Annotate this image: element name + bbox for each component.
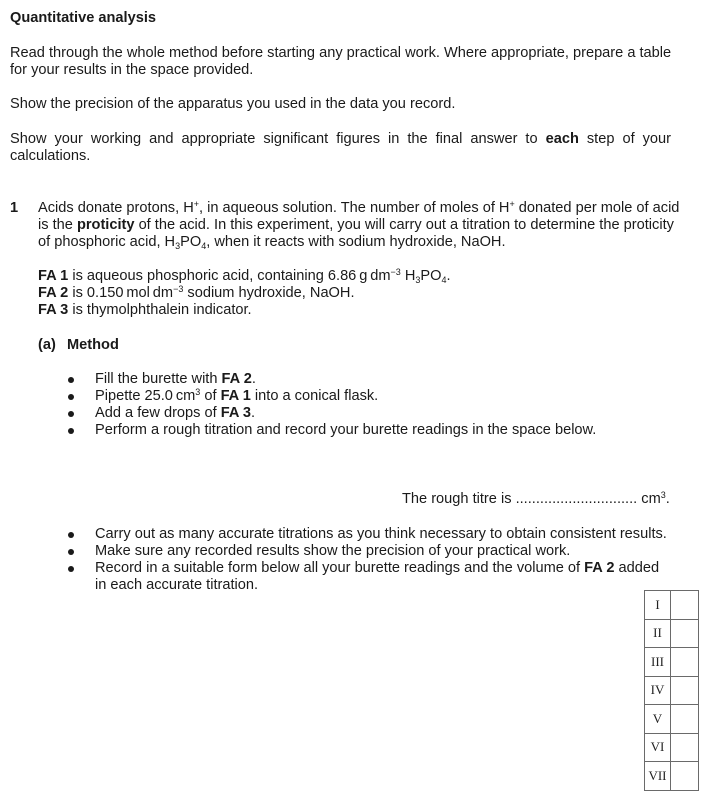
rough-titre-blank[interactable]: .............................. bbox=[515, 491, 638, 507]
bullet-icon bbox=[68, 394, 74, 400]
mark-cell[interactable] bbox=[671, 648, 699, 677]
part-a-title: Method bbox=[67, 337, 119, 353]
row-label: V bbox=[645, 705, 671, 734]
solution-fa2: FA 2 is 0.150 mol $dm^{-3}$ sodium hydroxide, NaOH. bbox=[38, 284, 355, 301]
method-step: Add a few drops of FA 3. bbox=[95, 405, 256, 421]
mark-cell[interactable] bbox=[671, 733, 699, 762]
table-row bbox=[645, 648, 699, 677]
bullet-icon bbox=[68, 377, 74, 383]
table-row bbox=[645, 591, 699, 620]
row-label: II bbox=[645, 619, 671, 648]
bullet-icon bbox=[68, 549, 74, 555]
bullet-icon bbox=[68, 532, 74, 538]
bullet-icon bbox=[68, 428, 74, 434]
mark-cell[interactable] bbox=[671, 705, 699, 734]
table-row bbox=[645, 705, 699, 734]
method-step: Record in a suitable form below all your burette readings and the volume of FA 2 added bbox=[95, 560, 660, 576]
question-text: Acids donate protons, H+, in aqueous solution. The number of moles of H+ donated per mole of acid bbox=[38, 199, 680, 216]
method-step: Fill the burette with FA 2. bbox=[95, 371, 256, 387]
section-heading: Quantitative analysis bbox=[10, 10, 156, 26]
rough-titre-label: The rough titre is bbox=[402, 491, 512, 507]
instruction-line: for your results in the space provided. bbox=[10, 62, 254, 78]
instruction-line: Read through the whole method before starting any practical work. Where appropriate, prepare a table bbox=[10, 45, 672, 61]
question-text: is the proticity of the acid. In this experiment, you will carry out a titration to determine the proticity bbox=[38, 217, 674, 233]
table-row bbox=[645, 733, 699, 762]
method-step: Perform a rough titration and record your burette readings in the space below. bbox=[95, 422, 597, 438]
method-step: Pipette 25.0 $cm^3$ of FA 1 into a conical flask. bbox=[95, 387, 379, 404]
mark-cell[interactable] bbox=[671, 591, 699, 620]
part-a-label: (a) bbox=[38, 337, 56, 353]
mark-table bbox=[644, 590, 699, 791]
table-row bbox=[645, 762, 699, 791]
instruction-working: Show your working and appropriate significant figures in the final answer to each step of your bbox=[10, 131, 672, 147]
row-label: IV bbox=[645, 676, 671, 705]
question-number: 1 bbox=[10, 200, 19, 216]
rough-titre-unit: cm bbox=[641, 491, 661, 507]
bullet-icon bbox=[68, 411, 74, 417]
mark-cell[interactable] bbox=[671, 619, 699, 648]
method-step: Carry out as many accurate titrations as you think necessary to obtain consistent results. bbox=[95, 526, 667, 542]
solution-fa3: FA 3 is thymolphthalein indicator. bbox=[38, 302, 252, 318]
table-row bbox=[645, 619, 699, 648]
instruction-precision: Show the precision of the apparatus you used in the data you record. bbox=[10, 96, 456, 112]
row-label: VII bbox=[645, 762, 671, 791]
row-label: VI bbox=[645, 733, 671, 762]
method-step-continuation: in each accurate titration. bbox=[95, 577, 259, 593]
rough-titre-answer: The rough titre is .............................. $cm^3$. bbox=[402, 490, 670, 507]
row-label: III bbox=[645, 648, 671, 677]
solution-fa1: FA 1 is aqueous phosphoric acid, containing 6.86 g $dm^{-3}$ $H_3PO_4$. bbox=[38, 267, 451, 285]
question-text: of phosphoric acid, $H_3PO_4$, when it reacts with sodium hydroxide, NaOH. bbox=[38, 234, 506, 251]
table-row bbox=[645, 676, 699, 705]
method-step: Make sure any recorded results show the precision of your practical work. bbox=[95, 543, 571, 559]
row-label: I bbox=[645, 591, 671, 620]
mark-cell[interactable] bbox=[671, 676, 699, 705]
instruction-line: calculations. bbox=[10, 148, 91, 164]
bullet-icon bbox=[68, 566, 74, 572]
mark-cell[interactable] bbox=[671, 762, 699, 791]
